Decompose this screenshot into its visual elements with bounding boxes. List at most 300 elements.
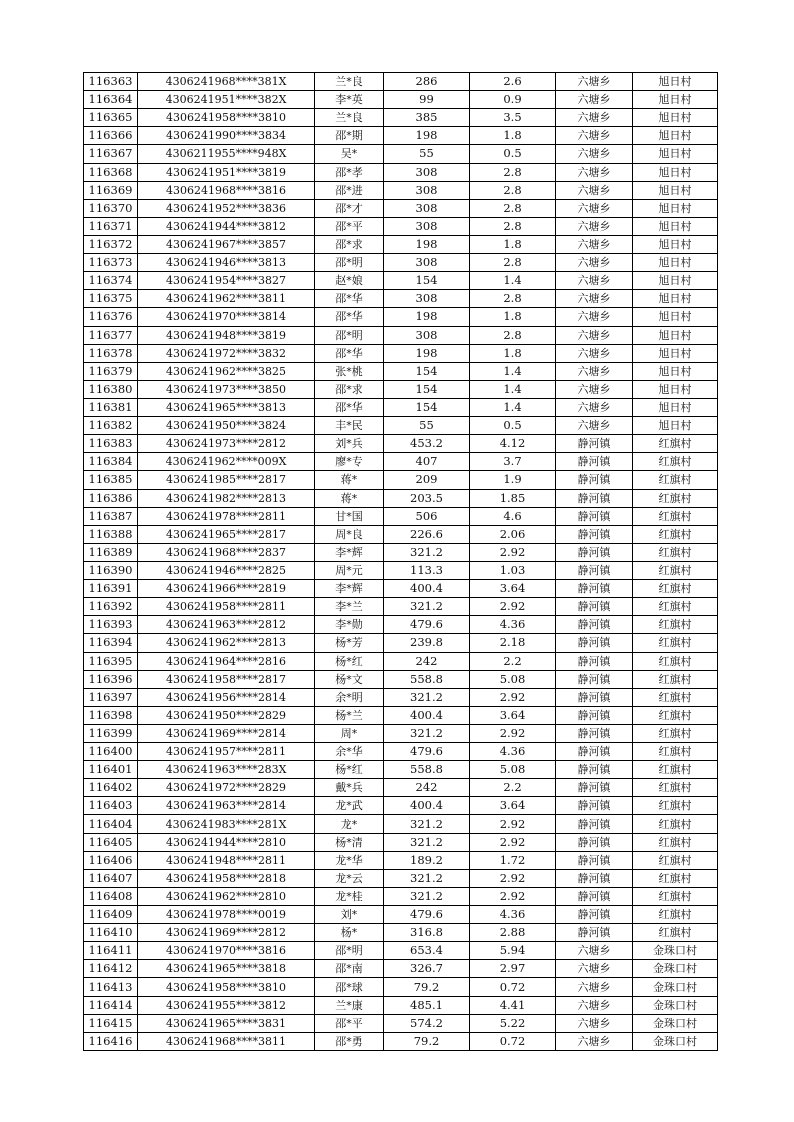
amount-cell: 308 (384, 254, 470, 272)
village-cell: 红旗村 (633, 580, 718, 598)
id-number-cell: 4306241968****381X (138, 73, 315, 91)
name-cell: 赵*娘 (315, 272, 384, 290)
table-row (84, 761, 718, 779)
village-cell: 旭日村 (633, 235, 718, 253)
id-number-cell: 4306241968****3811 (138, 1032, 315, 1050)
area-cell: 0.5 (470, 417, 556, 435)
area-cell: 1.4 (470, 398, 556, 416)
amount-cell: 198 (384, 344, 470, 362)
serial-number-cell: 116375 (84, 290, 138, 308)
area-cell: 4.41 (470, 996, 556, 1014)
amount-cell: 479.6 (384, 743, 470, 761)
amount-cell: 321.2 (384, 887, 470, 905)
amount-cell: 242 (384, 652, 470, 670)
area-cell: 1.72 (470, 851, 556, 869)
name-cell: 杨*清 (315, 833, 384, 851)
village-cell: 红旗村 (633, 670, 718, 688)
serial-number-cell: 116407 (84, 869, 138, 887)
amount-cell: 385 (384, 109, 470, 127)
table-row (84, 634, 718, 652)
area-cell: 2.8 (470, 217, 556, 235)
id-number-cell: 4306241962****3811 (138, 290, 315, 308)
table-row (84, 706, 718, 724)
name-cell: 杨*红 (315, 652, 384, 670)
area-cell: 2.6 (470, 73, 556, 91)
amount-cell: 321.2 (384, 543, 470, 561)
village-cell: 红旗村 (633, 706, 718, 724)
table-row (84, 652, 718, 670)
township-cell: 六塘乡 (556, 199, 633, 217)
village-cell: 红旗村 (633, 453, 718, 471)
township-cell: 静河镇 (556, 453, 633, 471)
amount-cell: 99 (384, 91, 470, 109)
village-cell: 金珠口村 (633, 942, 718, 960)
township-cell: 静河镇 (556, 761, 633, 779)
name-cell: 兰*良 (315, 73, 384, 91)
serial-number-cell: 116386 (84, 489, 138, 507)
township-cell: 静河镇 (556, 616, 633, 634)
id-number-cell: 4306241972****3832 (138, 344, 315, 362)
township-cell: 静河镇 (556, 652, 633, 670)
area-cell: 2.2 (470, 652, 556, 670)
name-cell: 刘*兵 (315, 435, 384, 453)
township-cell: 六塘乡 (556, 308, 633, 326)
village-cell: 旭日村 (633, 417, 718, 435)
id-number-cell: 4306241950****3824 (138, 417, 315, 435)
amount-cell: 407 (384, 453, 470, 471)
id-number-cell: 4306241944****2810 (138, 833, 315, 851)
name-cell: 邵*华 (315, 290, 384, 308)
village-cell: 金珠口村 (633, 1032, 718, 1050)
village-cell: 红旗村 (633, 779, 718, 797)
table-row (84, 471, 718, 489)
name-cell: 邵*明 (315, 254, 384, 272)
table-row (84, 797, 718, 815)
township-cell: 静河镇 (556, 851, 633, 869)
area-cell: 2.88 (470, 924, 556, 942)
serial-number-cell: 116393 (84, 616, 138, 634)
id-number-cell: 4306241944****3812 (138, 217, 315, 235)
serial-number-cell: 116365 (84, 109, 138, 127)
village-cell: 旭日村 (633, 380, 718, 398)
village-cell: 红旗村 (633, 924, 718, 942)
area-cell: 1.9 (470, 471, 556, 489)
id-number-cell: 4306241948****2811 (138, 851, 315, 869)
id-number-cell: 4306241983****281X (138, 815, 315, 833)
township-cell: 静河镇 (556, 815, 633, 833)
township-cell: 六塘乡 (556, 960, 633, 978)
area-cell: 3.64 (470, 580, 556, 598)
name-cell: 吴* (315, 145, 384, 163)
township-cell: 静河镇 (556, 833, 633, 851)
amount-cell: 308 (384, 217, 470, 235)
township-cell: 静河镇 (556, 887, 633, 905)
township-cell: 六塘乡 (556, 73, 633, 91)
village-cell: 旭日村 (633, 326, 718, 344)
name-cell: 丰*民 (315, 417, 384, 435)
serial-number-cell: 116381 (84, 398, 138, 416)
table-row (84, 525, 718, 543)
amount-cell: 198 (384, 127, 470, 145)
name-cell: 杨*兰 (315, 706, 384, 724)
area-cell: 2.8 (470, 199, 556, 217)
area-cell: 1.8 (470, 235, 556, 253)
amount-cell: 308 (384, 199, 470, 217)
serial-number-cell: 116364 (84, 91, 138, 109)
amount-cell: 400.4 (384, 706, 470, 724)
area-cell: 5.22 (470, 1014, 556, 1032)
id-number-cell: 4306211955****948X (138, 145, 315, 163)
name-cell: 邵*球 (315, 978, 384, 996)
serial-number-cell: 116369 (84, 181, 138, 199)
township-cell: 静河镇 (556, 743, 633, 761)
township-cell: 六塘乡 (556, 326, 633, 344)
serial-number-cell: 116414 (84, 996, 138, 1014)
township-cell: 六塘乡 (556, 163, 633, 181)
table-row (84, 290, 718, 308)
id-number-cell: 4306241955****3812 (138, 996, 315, 1014)
amount-cell: 154 (384, 398, 470, 416)
id-number-cell: 4306241963****2814 (138, 797, 315, 815)
name-cell: 杨* (315, 924, 384, 942)
village-cell: 红旗村 (633, 507, 718, 525)
village-cell: 旭日村 (633, 91, 718, 109)
table-row (84, 543, 718, 561)
area-cell: 0.72 (470, 978, 556, 996)
township-cell: 静河镇 (556, 580, 633, 598)
village-cell: 红旗村 (633, 761, 718, 779)
amount-cell: 154 (384, 380, 470, 398)
name-cell: 李*辉 (315, 543, 384, 561)
village-cell: 旭日村 (633, 145, 718, 163)
table-row (84, 73, 718, 91)
serial-number-cell: 116379 (84, 362, 138, 380)
table-row (84, 688, 718, 706)
area-cell: 1.85 (470, 489, 556, 507)
serial-number-cell: 116403 (84, 797, 138, 815)
township-cell: 静河镇 (556, 670, 633, 688)
village-cell: 红旗村 (633, 906, 718, 924)
village-cell: 旭日村 (633, 398, 718, 416)
township-cell: 六塘乡 (556, 91, 633, 109)
serial-number-cell: 116409 (84, 906, 138, 924)
amount-cell: 209 (384, 471, 470, 489)
table-row (84, 344, 718, 362)
table-row (84, 561, 718, 579)
amount-cell: 239.8 (384, 634, 470, 652)
table-row (84, 851, 718, 869)
area-cell: 1.4 (470, 380, 556, 398)
area-cell: 2.92 (470, 598, 556, 616)
id-number-cell: 4306241969****2814 (138, 724, 315, 742)
amount-cell: 198 (384, 308, 470, 326)
amount-cell: 226.6 (384, 525, 470, 543)
id-number-cell: 4306241973****3850 (138, 380, 315, 398)
id-number-cell: 4306241962****2813 (138, 634, 315, 652)
table-row (84, 380, 718, 398)
amount-cell: 400.4 (384, 580, 470, 598)
table-body (84, 73, 718, 1051)
township-cell: 六塘乡 (556, 942, 633, 960)
id-number-cell: 4306241968****3816 (138, 181, 315, 199)
amount-cell: 308 (384, 326, 470, 344)
township-cell: 静河镇 (556, 869, 633, 887)
name-cell: 周*良 (315, 525, 384, 543)
village-cell: 金珠口村 (633, 996, 718, 1014)
name-cell: 戴*兵 (315, 779, 384, 797)
amount-cell: 558.8 (384, 761, 470, 779)
area-cell: 1.8 (470, 127, 556, 145)
township-cell: 静河镇 (556, 797, 633, 815)
name-cell: 蒋* (315, 471, 384, 489)
id-number-cell: 4306241969****2812 (138, 924, 315, 942)
area-cell: 5.08 (470, 670, 556, 688)
id-number-cell: 4306241954****3827 (138, 272, 315, 290)
serial-number-cell: 116394 (84, 634, 138, 652)
amount-cell: 479.6 (384, 616, 470, 634)
table-row (84, 960, 718, 978)
township-cell: 静河镇 (556, 543, 633, 561)
serial-number-cell: 116378 (84, 344, 138, 362)
village-cell: 红旗村 (633, 815, 718, 833)
area-cell: 0.5 (470, 145, 556, 163)
serial-number-cell: 116373 (84, 254, 138, 272)
amount-cell: 308 (384, 290, 470, 308)
township-cell: 六塘乡 (556, 398, 633, 416)
township-cell: 六塘乡 (556, 290, 633, 308)
id-number-cell: 4306241958****2818 (138, 869, 315, 887)
serial-number-cell: 116390 (84, 561, 138, 579)
records-table (83, 72, 718, 1051)
id-number-cell: 4306241946****3813 (138, 254, 315, 272)
name-cell: 邵*求 (315, 380, 384, 398)
table-row (84, 507, 718, 525)
name-cell: 李*英 (315, 91, 384, 109)
table-row (84, 254, 718, 272)
township-cell: 六塘乡 (556, 380, 633, 398)
table-row (84, 127, 718, 145)
serial-number-cell: 116374 (84, 272, 138, 290)
name-cell: 余*明 (315, 688, 384, 706)
name-cell: 刘* (315, 906, 384, 924)
name-cell: 邵*明 (315, 942, 384, 960)
village-cell: 旭日村 (633, 308, 718, 326)
name-cell: 龙*华 (315, 851, 384, 869)
name-cell: 李*辉 (315, 580, 384, 598)
area-cell: 2.8 (470, 254, 556, 272)
name-cell: 兰*康 (315, 996, 384, 1014)
id-number-cell: 4306241946****2825 (138, 561, 315, 579)
name-cell: 邵*南 (315, 960, 384, 978)
area-cell: 2.92 (470, 815, 556, 833)
serial-number-cell: 116410 (84, 924, 138, 942)
name-cell: 李*兰 (315, 598, 384, 616)
name-cell: 邵*华 (315, 308, 384, 326)
id-number-cell: 4306241964****2816 (138, 652, 315, 670)
name-cell: 甘*国 (315, 507, 384, 525)
serial-number-cell: 116405 (84, 833, 138, 851)
serial-number-cell: 116396 (84, 670, 138, 688)
id-number-cell: 4306241967****3857 (138, 235, 315, 253)
table-row (84, 453, 718, 471)
table-row (84, 996, 718, 1014)
table-row (84, 743, 718, 761)
id-number-cell: 4306241963****283X (138, 761, 315, 779)
name-cell: 张*桃 (315, 362, 384, 380)
village-cell: 红旗村 (633, 543, 718, 561)
amount-cell: 321.2 (384, 688, 470, 706)
serial-number-cell: 116412 (84, 960, 138, 978)
amount-cell: 321.2 (384, 815, 470, 833)
id-number-cell: 4306241958****3810 (138, 978, 315, 996)
id-number-cell: 4306241958****3810 (138, 109, 315, 127)
serial-number-cell: 116406 (84, 851, 138, 869)
table-row (84, 326, 718, 344)
table-row (84, 815, 718, 833)
area-cell: 0.72 (470, 1032, 556, 1050)
amount-cell: 558.8 (384, 670, 470, 688)
serial-number-cell: 116368 (84, 163, 138, 181)
amount-cell: 154 (384, 362, 470, 380)
village-cell: 红旗村 (633, 869, 718, 887)
village-cell: 旭日村 (633, 290, 718, 308)
township-cell: 六塘乡 (556, 1032, 633, 1050)
amount-cell: 286 (384, 73, 470, 91)
village-cell: 旭日村 (633, 217, 718, 235)
township-cell: 六塘乡 (556, 272, 633, 290)
serial-number-cell: 116372 (84, 235, 138, 253)
id-number-cell: 4306241965****3818 (138, 960, 315, 978)
village-cell: 旭日村 (633, 362, 718, 380)
village-cell: 旭日村 (633, 73, 718, 91)
village-cell: 红旗村 (633, 435, 718, 453)
amount-cell: 653.4 (384, 942, 470, 960)
name-cell: 邵*平 (315, 1014, 384, 1032)
amount-cell: 203.5 (384, 489, 470, 507)
amount-cell: 113.3 (384, 561, 470, 579)
area-cell: 4.6 (470, 507, 556, 525)
table-row (84, 435, 718, 453)
township-cell: 六塘乡 (556, 235, 633, 253)
id-number-cell: 4306241962****009X (138, 453, 315, 471)
table-row (84, 924, 718, 942)
table-row (84, 616, 718, 634)
serial-number-cell: 116408 (84, 887, 138, 905)
township-cell: 静河镇 (556, 924, 633, 942)
township-cell: 静河镇 (556, 561, 633, 579)
serial-number-cell: 116371 (84, 217, 138, 235)
table-row (84, 163, 718, 181)
id-number-cell: 4306241948****3819 (138, 326, 315, 344)
id-number-cell: 4306241973****2812 (138, 435, 315, 453)
amount-cell: 321.2 (384, 869, 470, 887)
id-number-cell: 4306241958****2817 (138, 670, 315, 688)
amount-cell: 453.2 (384, 435, 470, 453)
name-cell: 邵*求 (315, 235, 384, 253)
name-cell: 周* (315, 724, 384, 742)
village-cell: 旭日村 (633, 199, 718, 217)
village-cell: 红旗村 (633, 887, 718, 905)
area-cell: 2.8 (470, 181, 556, 199)
area-cell: 4.12 (470, 435, 556, 453)
area-cell: 0.9 (470, 91, 556, 109)
village-cell: 金珠口村 (633, 978, 718, 996)
name-cell: 杨*文 (315, 670, 384, 688)
serial-number-cell: 116392 (84, 598, 138, 616)
area-cell: 2.2 (470, 779, 556, 797)
area-cell: 3.7 (470, 453, 556, 471)
serial-number-cell: 116404 (84, 815, 138, 833)
name-cell: 余*华 (315, 743, 384, 761)
table-row (84, 978, 718, 996)
id-number-cell: 4306241966****2819 (138, 580, 315, 598)
village-cell: 旭日村 (633, 127, 718, 145)
serial-number-cell: 116395 (84, 652, 138, 670)
village-cell: 红旗村 (633, 851, 718, 869)
name-cell: 龙*桂 (315, 887, 384, 905)
table-row (84, 942, 718, 960)
amount-cell: 321.2 (384, 598, 470, 616)
name-cell: 邵*才 (315, 199, 384, 217)
serial-number-cell: 116397 (84, 688, 138, 706)
id-number-cell: 4306241985****2817 (138, 471, 315, 489)
serial-number-cell: 116400 (84, 743, 138, 761)
township-cell: 静河镇 (556, 906, 633, 924)
township-cell: 六塘乡 (556, 1014, 633, 1032)
area-cell: 1.03 (470, 561, 556, 579)
area-cell: 1.4 (470, 272, 556, 290)
township-cell: 静河镇 (556, 525, 633, 543)
serial-number-cell: 116399 (84, 724, 138, 742)
township-cell: 六塘乡 (556, 362, 633, 380)
village-cell: 旭日村 (633, 181, 718, 199)
id-number-cell: 4306241958****2811 (138, 598, 315, 616)
township-cell: 静河镇 (556, 706, 633, 724)
id-number-cell: 4306241970****3816 (138, 942, 315, 960)
name-cell: 龙*云 (315, 869, 384, 887)
serial-number-cell: 116413 (84, 978, 138, 996)
township-cell: 六塘乡 (556, 217, 633, 235)
table-row (84, 362, 718, 380)
table-row (84, 272, 718, 290)
amount-cell: 79.2 (384, 1032, 470, 1050)
area-cell: 2.92 (470, 887, 556, 905)
id-number-cell: 4306241978****2811 (138, 507, 315, 525)
id-number-cell: 4306241956****2814 (138, 688, 315, 706)
name-cell: 杨*红 (315, 761, 384, 779)
amount-cell: 321.2 (384, 833, 470, 851)
area-cell: 1.8 (470, 308, 556, 326)
township-cell: 六塘乡 (556, 181, 633, 199)
township-cell: 静河镇 (556, 724, 633, 742)
table-row (84, 887, 718, 905)
village-cell: 红旗村 (633, 833, 718, 851)
amount-cell: 198 (384, 235, 470, 253)
id-number-cell: 4306241965****3831 (138, 1014, 315, 1032)
id-number-cell: 4306241965****2817 (138, 525, 315, 543)
village-cell: 旭日村 (633, 254, 718, 272)
area-cell: 2.92 (470, 869, 556, 887)
table-row (84, 199, 718, 217)
village-cell: 红旗村 (633, 652, 718, 670)
serial-number-cell: 116367 (84, 145, 138, 163)
serial-number-cell: 116370 (84, 199, 138, 217)
area-cell: 1.8 (470, 344, 556, 362)
township-cell: 六塘乡 (556, 417, 633, 435)
village-cell: 红旗村 (633, 688, 718, 706)
area-cell: 2.92 (470, 833, 556, 851)
area-cell: 5.08 (470, 761, 556, 779)
